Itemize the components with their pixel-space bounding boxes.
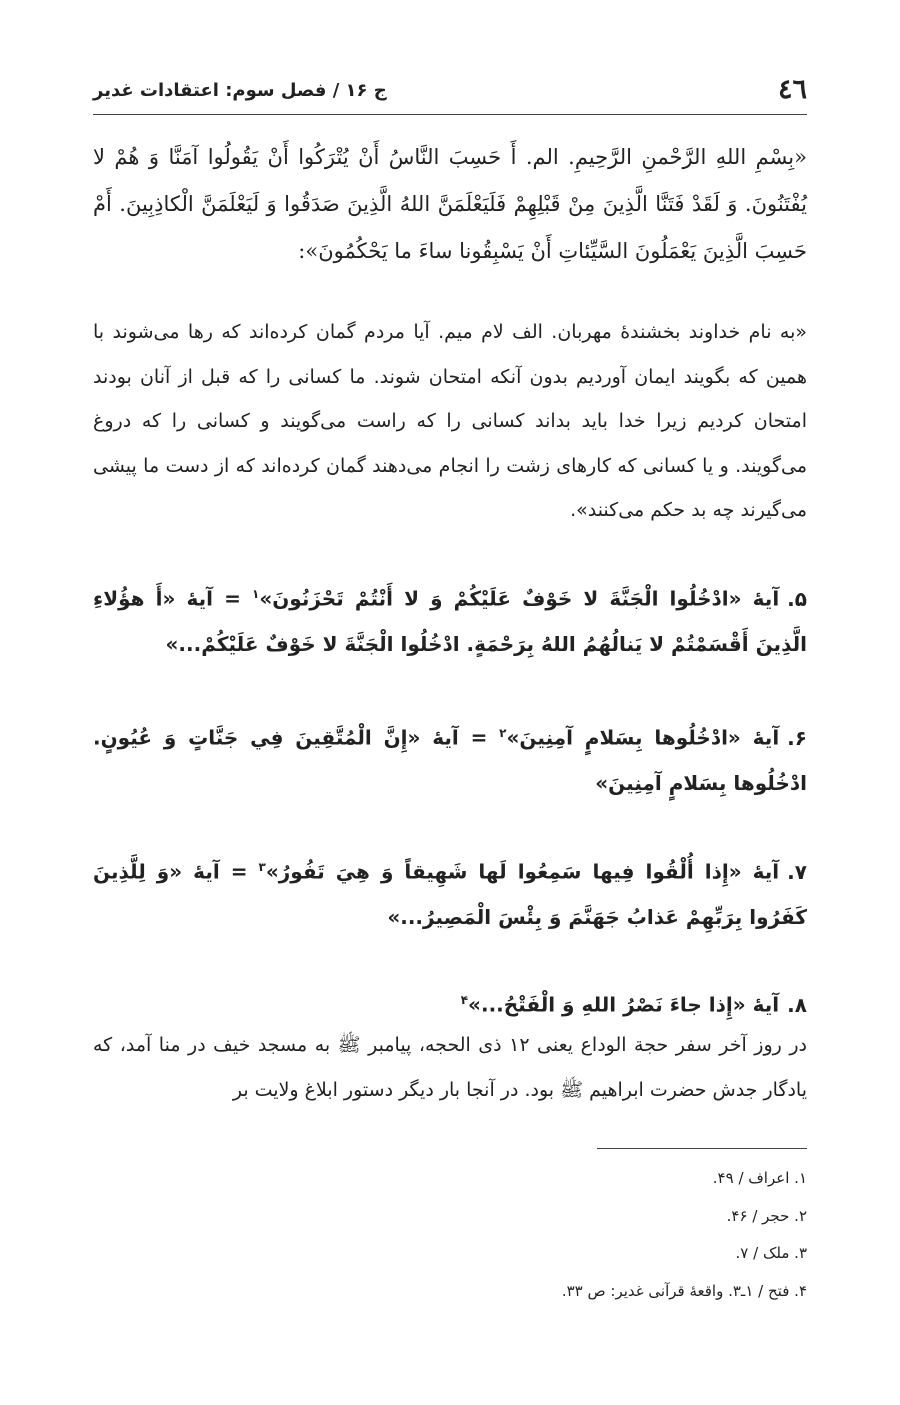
item-text-a: آیهٔ «إِذا جاءَ نَصْرُ اللهِ وَ الْفَتْحُ...» — [468, 992, 780, 1017]
verse-item-5 — [93, 572, 807, 667]
page-number: ٤٦ — [777, 74, 807, 105]
verse-item-8 — [93, 978, 807, 1028]
item-number: ۵. — [787, 586, 807, 611]
verse-item-7 — [93, 845, 807, 940]
footnote-4 — [93, 1273, 807, 1311]
footnote-3 — [93, 1235, 807, 1273]
footnote-divider — [597, 1148, 807, 1149]
item-text-a: آیهٔ «ادْخُلُوا الْجَنَّةَ لا خَوْفٌ عَلَيْكُمْ وَ لا أَنْتُمْ تَحْزَنُونَ» — [259, 586, 780, 611]
footnote-number: ۳. — [794, 1244, 807, 1262]
footnote-number: ۱. — [794, 1169, 807, 1187]
footnote-number: ۴. — [794, 1281, 807, 1300]
footnotes — [93, 1160, 807, 1310]
footnote-text: اعراف / ۴۹. — [712, 1169, 790, 1187]
item-text-a: آیهٔ «ادْخُلُوها بِسَلامٍ آمِنِينَ» — [506, 725, 780, 750]
item-number: ۸. — [787, 992, 807, 1017]
item-8-body-paragraph: در روز آخر سفر حجة الوداع یعنی ۱۲ ذی الحجه، پیامبر ﷺ به مسجد خیف در منا آمد، که یادگار جدش حضرت ابراهیم ﷺ بود. در آنجا بار دیگر دستور ابلاغ ولایت بر — [93, 1034, 807, 1101]
item-text-a: آیهٔ «إِذا أُلْقُوا فِيها سَمِعُوا لَها شَهِيقاً وَ هِيَ تَفُورُ» — [265, 859, 780, 884]
item-number: ۷. — [787, 859, 807, 884]
footnote-number: ۲. — [794, 1206, 807, 1225]
item-text-b: = آیهٔ «وَ لِلَّذِينَ كَفَرُوا بِرَبِّهِمْ عَذابُ جَهَنَّمَ وَ بِئْسَ الْمَصِيرُ...» — [93, 859, 807, 929]
footnote-1 — [93, 1160, 807, 1198]
item-text-b: = آیهٔ «أَ هؤُلاءِ الَّذِينَ أَقْسَمْتُمْ لا يَنالُهُمُ اللهُ بِرَحْمَةٍ. ادْخُلُوا الْجَنَّةَ لا خَوْفٌ عَلَيْكُمْ...» — [93, 586, 807, 656]
footnote-2 — [93, 1198, 807, 1236]
item-number: ۶. — [787, 725, 807, 750]
footnote-ref: ۳ — [258, 860, 266, 874]
footnote-ref: ۲ — [499, 726, 507, 740]
verse-item-6 — [93, 711, 807, 806]
footnote-text: حجر / ۴۶. — [726, 1206, 790, 1225]
footnote-text: فتح / ۱ـ۳. واقعهٔ قرآنی غدیر: ص ۳۳. — [561, 1281, 790, 1300]
arabic-quote: «بِسْمِ اللهِ الرَّحْمنِ الرَّحِيمِ. الم. أَ حَسِبَ النَّاسُ أَنْ يُتْرَكُوا أَنْ يَقُولُوا آمَنَّا وَ هُمْ لا يُفْتَنُونَ. وَ لَقَدْ فَتَنَّا الَّذِينَ مِنْ قَبْلِهِمْ فَلَيَعْلَمَنَّ اللهُ الَّذِينَ صَدَقُوا وَ لَيَعْلَمَنَّ الْكاذِبِينَ. أَمْ حَسِبَ الَّذِينَ يَعْمَلُونَ السَّيِّئاتِ أَنْ يَسْبِقُونا ساءَ ما يَحْكُمُونَ»: — [93, 145, 807, 263]
footnote-ref: ۴ — [460, 993, 469, 1007]
persian-translation: «به نام خداوند بخشندهٔ مهربان. الف لام میم. آیا مردم گمان کرده‌اند که رها می‌شوند با همین که بگویند ایمان آوردیم بدون آنکه امتحان شوند. ما کسانی را که قبل از آنان بودند امتحان کردیم زیرا خدا باید بداند کسانی را که راست می‌گویند و کسانی را که دروغ می‌گویند. و یا کسانی که کارهای زشت را انجام می‌دهند گمان کرده‌اند که از دست ما پیشی می‌گیرند چه بد حکم می‌کنند». — [93, 321, 807, 522]
running-title: ج ۱۶ / فصل سوم: اعتقادات غدیر — [93, 80, 387, 101]
footnote-text: ملک / ۷. — [735, 1244, 790, 1262]
page-header — [93, 70, 807, 115]
footnote-ref: ۱ — [251, 587, 260, 601]
item-text-b: = آیهٔ «إِنَّ الْمُتَّقِينَ فِي جَنَّاتٍ وَ عُيُونٍ. ادْخُلُوها بِسَلامٍ آمِنِينَ» — [93, 725, 807, 795]
